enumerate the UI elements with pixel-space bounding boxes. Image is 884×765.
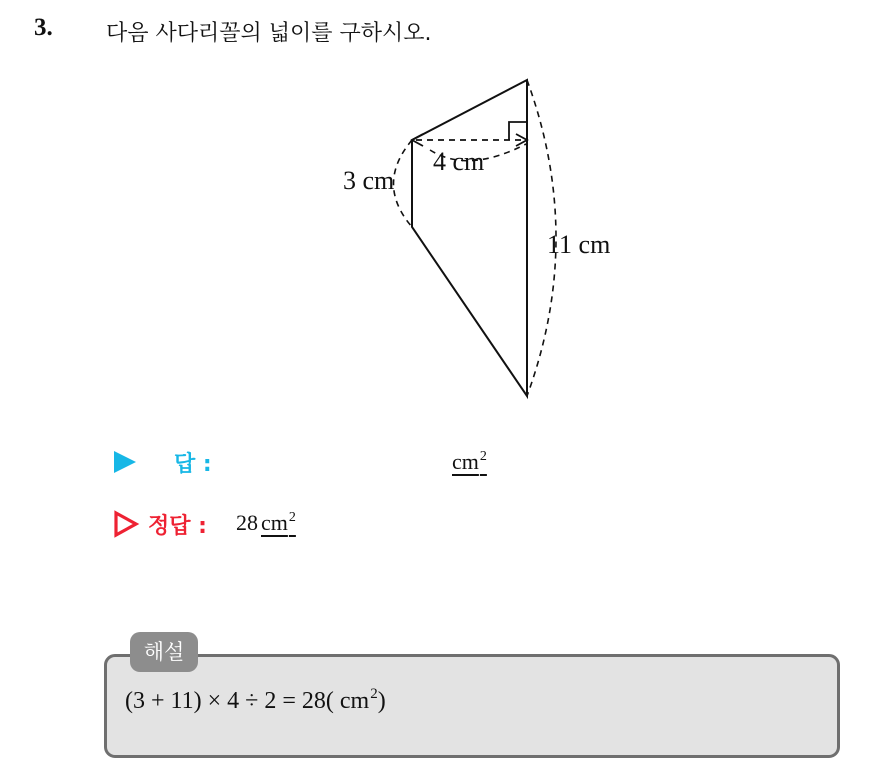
formula-end: ): [377, 688, 386, 714]
question-number: 3.: [34, 14, 53, 41]
correct-value: [236, 510, 296, 536]
correct-unit-text: cm: [261, 510, 288, 535]
correct-unit: [261, 510, 296, 535]
trapezoid-diagram: [320, 60, 650, 410]
correct-number: 28: [236, 510, 258, 535]
formula-text: (3 + 11) × 4 ÷ 2 = 28( cm: [125, 688, 370, 714]
label-4cm: 4 cm: [433, 147, 485, 176]
right-angle-icon: [509, 122, 527, 140]
answer-label: 답 :: [174, 452, 212, 477]
answer-unit-exponent: 2: [479, 449, 487, 464]
left-side-arc: [394, 140, 413, 227]
answer-unit-text: cm: [452, 449, 479, 474]
formula-exponent: 2: [370, 686, 378, 702]
correct-answer-row: [108, 506, 608, 542]
question-text: 다음 사다리꼴의 넓이를 구하시오.: [106, 21, 432, 46]
explanation-tab: 해설: [130, 632, 198, 672]
correct-unit-exponent: 2: [288, 510, 296, 525]
trapezoid-figure: [320, 60, 650, 410]
label-11cm: 11 cm: [547, 230, 611, 259]
play-icon: [112, 449, 138, 475]
answer-unit[interactable]: [452, 449, 487, 475]
answer-row: [108, 445, 608, 479]
outline-play-icon: [112, 510, 140, 538]
explanation-formula: [125, 688, 386, 715]
label-3cm: 3 cm: [343, 166, 395, 195]
correct-label: 정답 :: [148, 514, 207, 539]
